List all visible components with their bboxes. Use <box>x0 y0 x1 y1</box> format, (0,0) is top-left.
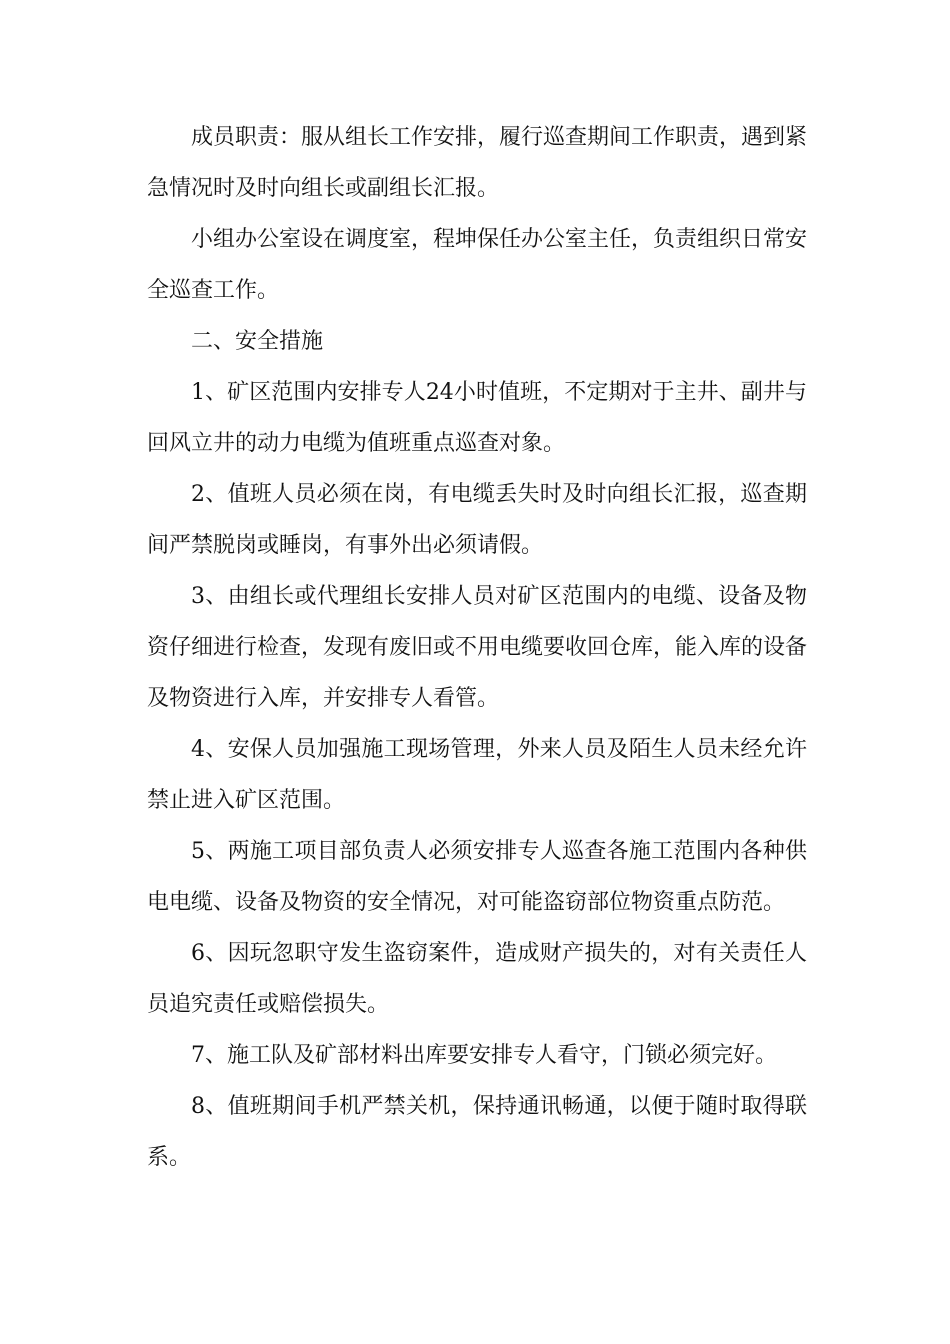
paragraph-measure-5: 5、两施工项目部负责人必须安排专人巡查各施工范围内各种供电电缆、设备及物资的安全情况，对可能盗窃部位物资重点防范。 <box>147 839 807 915</box>
paragraph-measure-8: 8、值班期间手机严禁关机，保持通讯畅通，以便于随时取得联系。 <box>147 1094 807 1170</box>
paragraph-measure-7: 7、施工队及矿部材料出库要安排专人看守，门锁必须完好。 <box>191 1043 777 1068</box>
paragraph-measure-2: 2、值班人员必须在岗，有电缆丢失时及时向组长汇报，巡查期间严禁脱岗或睡岗，有事外出必须请假。 <box>147 482 807 558</box>
document-body <box>147 112 807 1183</box>
paragraph-measure-1: 1、矿区范围内安排专人24小时值班，不定期对于主井、副井与回风立井的动力电缆为值班重点巡查对象。 <box>147 380 807 456</box>
paragraph-measure-4: 4、安保人员加强施工现场管理，外来人员及陌生人员未经允许禁止进入矿区范围。 <box>147 737 807 813</box>
paragraph-office: 小组办公室设在调度室，程坤保任办公室主任，负责组织日常安全巡查工作。 <box>147 227 808 303</box>
section-heading-safety-measures: 二、安全措施 <box>191 329 324 354</box>
paragraph-measure-3: 3、由组长或代理组长安排人员对矿区范围内的电缆、设备及物资仔细进行检查，发现有废旧或不用电缆要收回仓库，能入库的设备及物资进行入库，并安排专人看管。 <box>147 584 808 711</box>
paragraph-member-duties: 成员职责：服从组长工作安排，履行巡查期间工作职责，遇到紧急情况时及时向组长或副组长汇报。 <box>147 125 808 201</box>
paragraph-measure-6: 6、因玩忽职守发生盗窃案件，造成财产损失的，对有关责任人员追究责任或赔偿损失。 <box>147 941 807 1017</box>
